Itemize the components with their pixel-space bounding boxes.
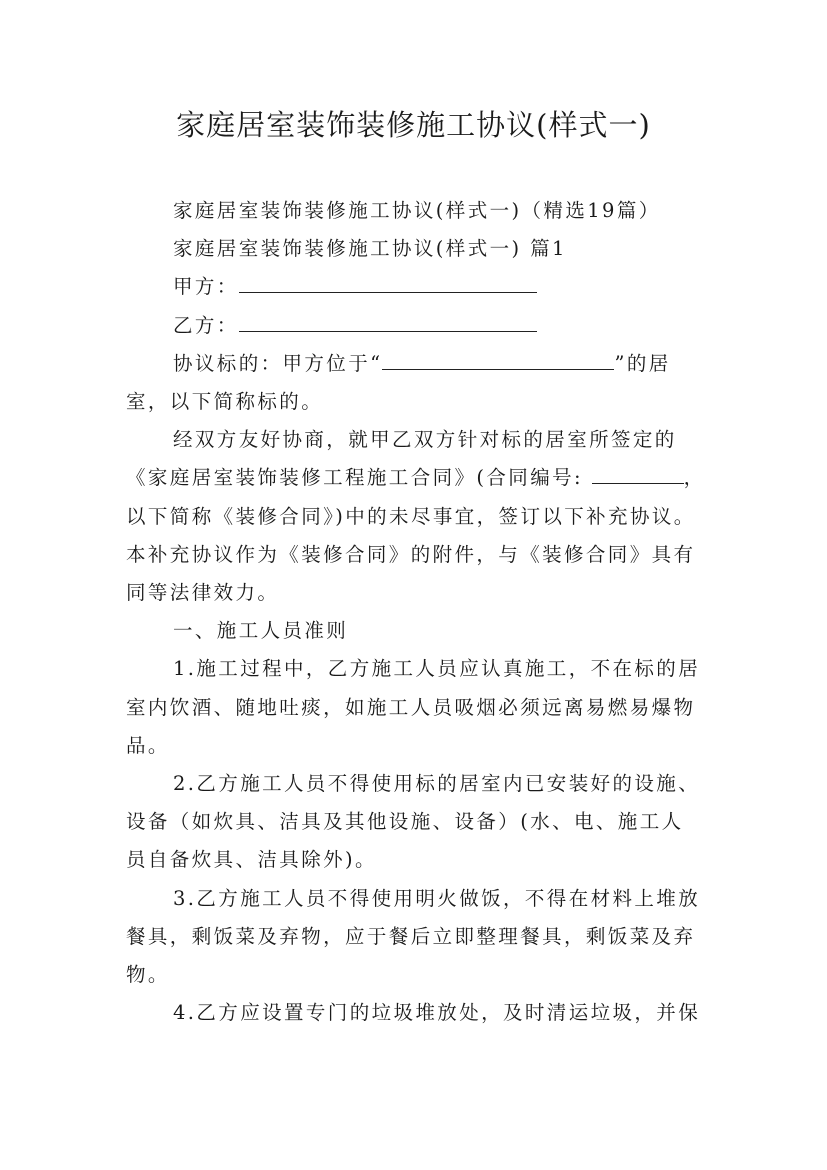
item-4 <box>126 994 711 1032</box>
subject-line <box>126 345 711 383</box>
subject-text-before: 协议标的：甲方位于“ <box>173 351 383 375</box>
subject-line-2: 室，以下简称标的。 <box>126 390 324 414</box>
item-line: 3.乙方施工人员不得使用明火做饭，不得在材料上堆放 <box>173 886 701 910</box>
item-line: 1.施工过程中，乙方施工人员应认真施工，不在标的居 <box>173 657 701 681</box>
intro-line-5: 同等法律效力。 <box>126 581 280 605</box>
document-title: 家庭居室装饰装修施工协议(样式一) <box>176 108 651 142</box>
party-b-blank <box>239 309 537 332</box>
party-a-blank <box>239 270 537 293</box>
intro-line-4: 本补充协议作为《装修合同》的附件，与《装修合同》具有 <box>126 542 696 566</box>
intro-line-1: 经双方友好协商，就甲乙双方针对标的居室所签定的 <box>173 428 677 452</box>
subject-text-after: ”的居 <box>614 351 671 375</box>
intro-line-2 <box>126 459 711 497</box>
item-line: 餐具，剩饭菜及弃物，应于餐后立即整理餐具，剩饭菜及弃 <box>126 924 696 948</box>
item-2 <box>126 765 711 880</box>
item-3 <box>126 880 711 995</box>
party-b-label: 乙方： <box>173 313 239 337</box>
intro-line-2-text: 《家庭居室装饰装修工程施工合同》(合同编号: <box>126 466 592 490</box>
item-line: 员自备炊具、洁具除外)。 <box>126 848 377 872</box>
item-line: 物。 <box>126 963 170 987</box>
intro-line-2-comma: ， <box>683 466 706 490</box>
party-a-line <box>126 268 711 306</box>
document-body <box>126 192 711 1032</box>
item-line: 2.乙方施工人员不得使用标的居室内已安装好的设施、 <box>173 772 701 796</box>
item-line: 4.乙方应设置专门的垃圾堆放处，及时清运垃圾，并保 <box>173 1001 701 1025</box>
party-a-label: 甲方： <box>173 275 239 299</box>
chapter-heading: 一、施工人员准则 <box>173 619 349 643</box>
location-blank <box>382 347 614 370</box>
item-line: 品。 <box>126 733 170 757</box>
contract-number-blank <box>592 461 684 484</box>
party-b-line <box>126 307 711 345</box>
item-line: 室内饮酒、随地吐痰，如施工人员吸烟必须远离易燃易爆物 <box>126 695 696 719</box>
item-1 <box>126 650 711 765</box>
subtitle: 家庭居室装饰装修施工协议(样式一)（精选19篇） <box>173 199 661 222</box>
intro-line-3: 以下简称《装修合同》)中的未尽事宜，签订以下补充协议。 <box>126 504 696 528</box>
item-line: 设备（如炊具、洁具及其他设施、设备）(水、电、施工人 <box>126 810 684 834</box>
section-heading: 家庭居室装饰装修施工协议(样式一) 篇1 <box>173 237 567 261</box>
